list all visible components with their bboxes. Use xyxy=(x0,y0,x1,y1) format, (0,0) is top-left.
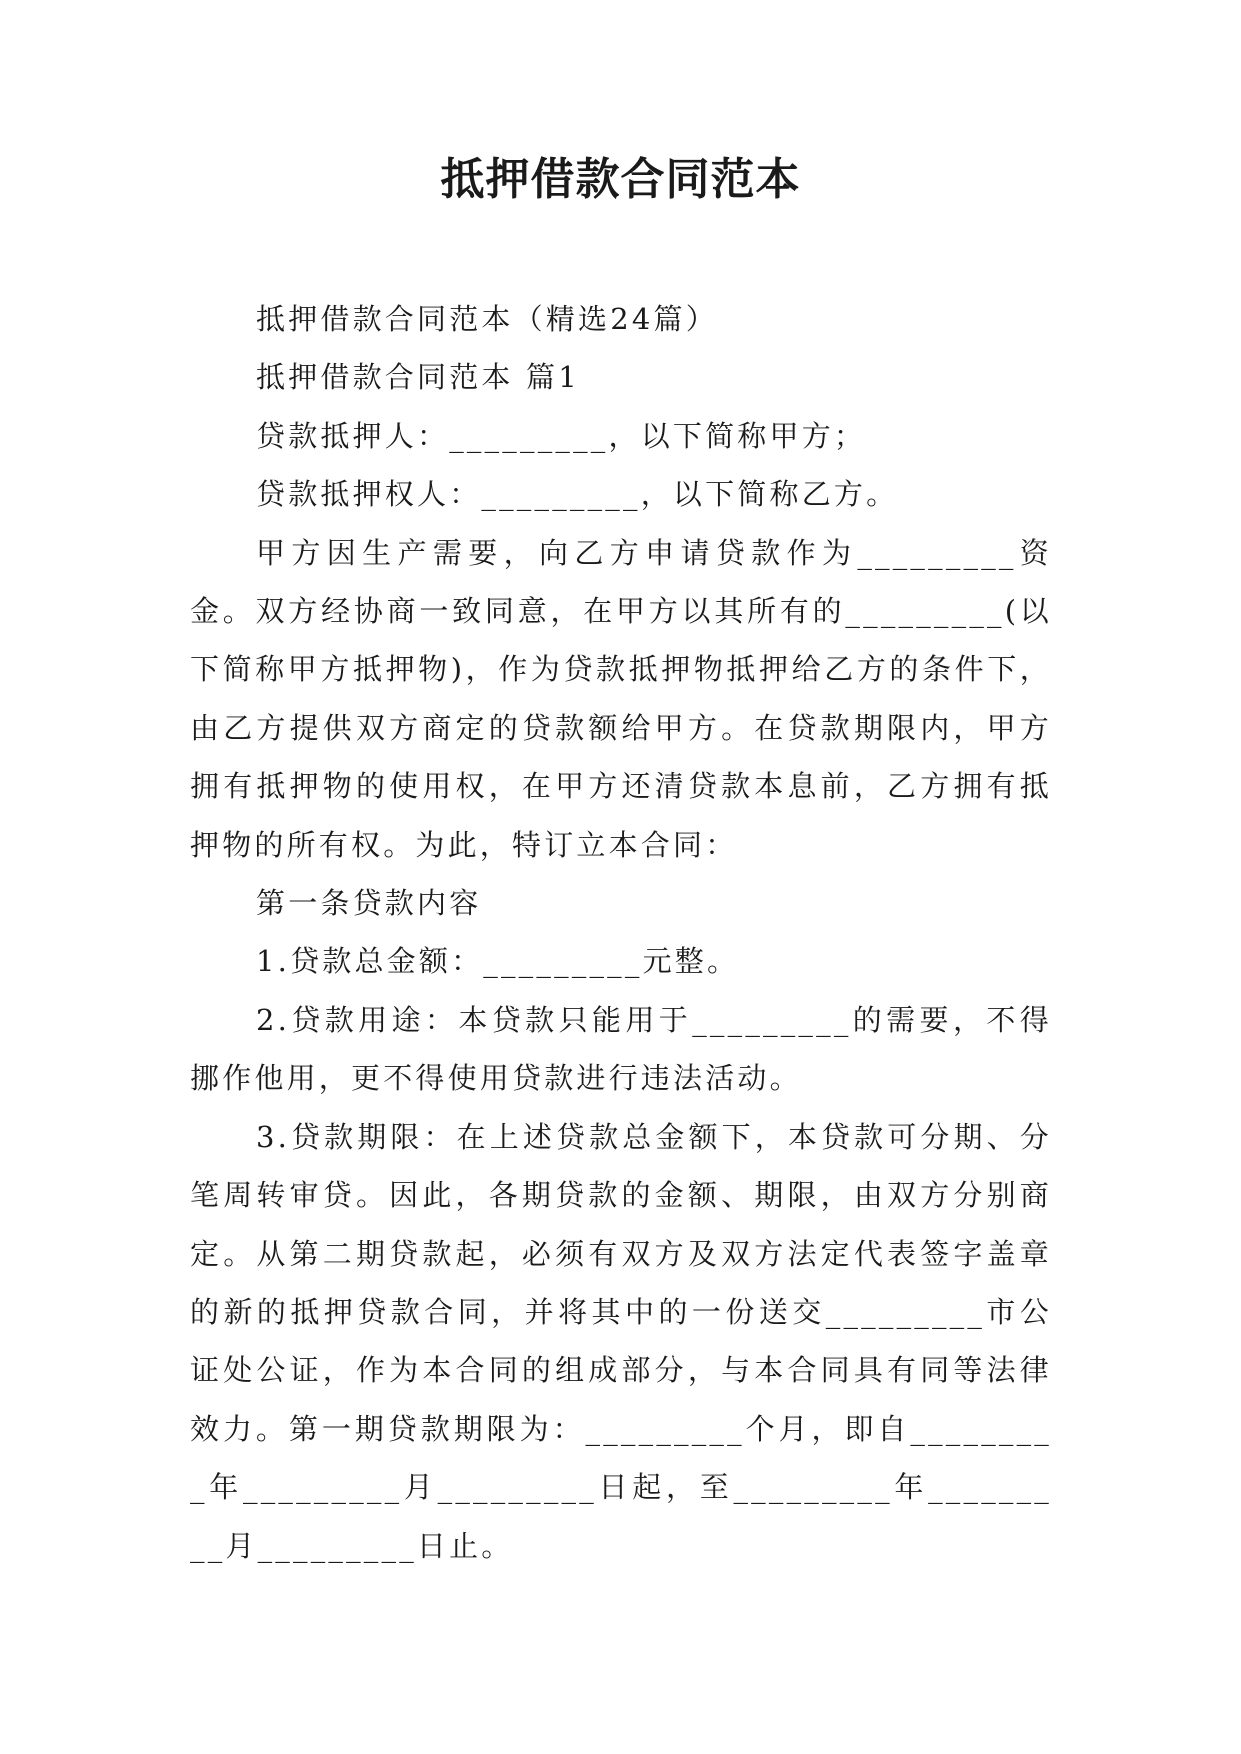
paragraph-mortgagor: 贷款抵押人：_________，以下简称甲方； xyxy=(256,418,867,453)
paragraph-section-heading: 抵押借款合同范本 篇1 xyxy=(256,360,580,395)
document-body xyxy=(190,290,1052,1575)
paragraph-loan-term: 3.贷款期限：在上述贷款总金额下，本贷款可分期、分笔周转审贷。因此，各期贷款的金额、期限，由双方分别商定。从第二期贷款起，必须有双方及双方法定代表签字盖章的新的抵押贷款合同，并将其中的一份送交_________市公证处公证，作为本合同的组成部分，与本合同具有同等法律效力。第一期贷款期限为：_________个月，即自_________年_________月_________日起，至_________年_________月_________日止。 xyxy=(190,1119,1052,1563)
paragraph-subtitle: 抵押借款合同范本（精选24篇） xyxy=(256,302,718,336)
paragraph-article-1-heading: 第一条贷款内容 xyxy=(256,886,482,921)
paragraph-mortgagee: 贷款抵押权人：_________，以下简称乙方。 xyxy=(256,477,899,512)
paragraph-loan-purpose: 2.贷款用途：本贷款只能用于_________的需要，不得挪作他用，更不得使用贷款进行违法活动。 xyxy=(190,1002,1052,1096)
paragraph-loan-amount: 1.贷款总金额：_________元整。 xyxy=(256,944,740,979)
document-title: 抵押借款合同范本 xyxy=(440,154,801,205)
paragraph-preamble: 甲方因生产需要，向乙方申请贷款作为_________资金。双方经协商一致同意，在甲方以其所有的_________(以下简称甲方抵押物)，作为贷款抵押物抵押给乙方的条件下，由乙方提供双方商定的贷款额给甲方。在贷款期限内，甲方拥有抵押物的使用权，在甲方还清贷款本息前，乙方拥有抵押物的所有权。为此，特订立本合同： xyxy=(190,535,1052,862)
